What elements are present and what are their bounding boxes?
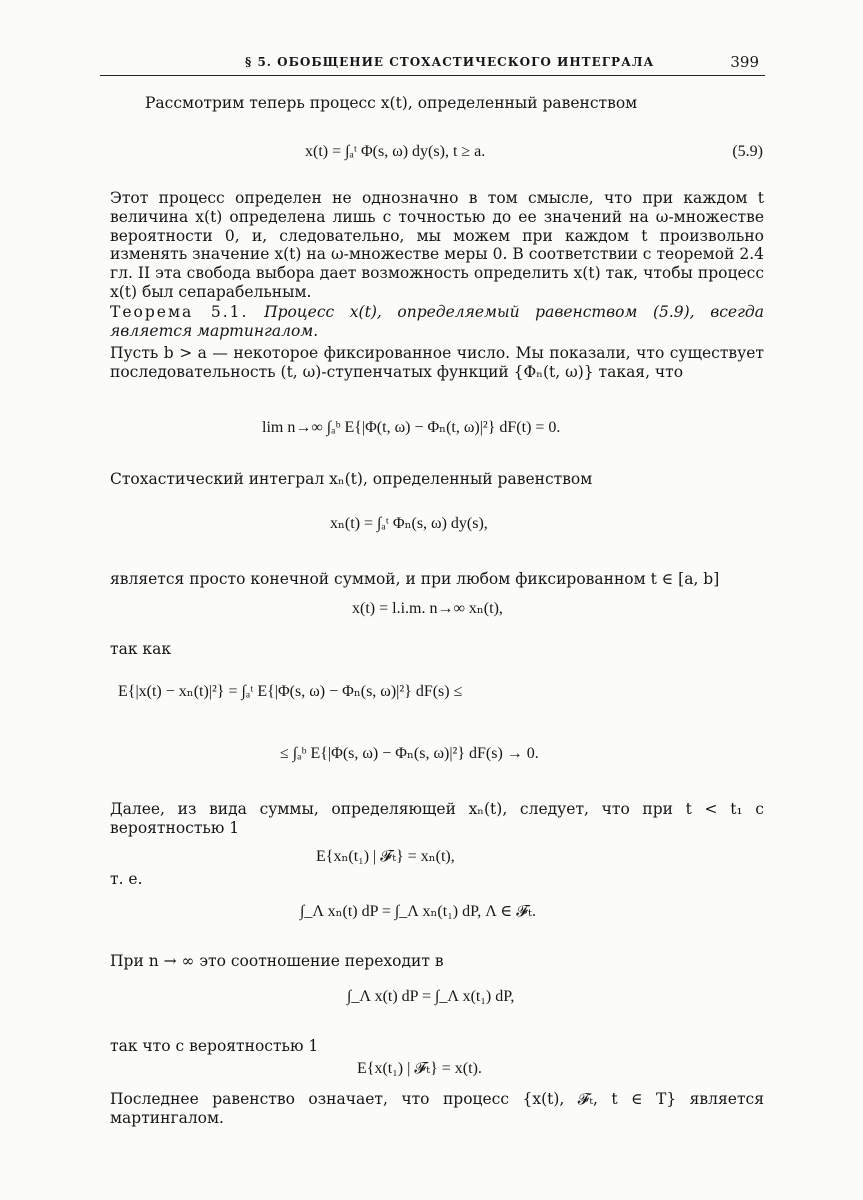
paragraph-limit-transition: При n → ∞ это соотношение переходит в (110, 952, 444, 970)
paragraph-with-probability: так что с вероятностью 1 (110, 1037, 319, 1055)
theorem-statement: Процесс x(t), определяемый равенством (5.9), всегда является мартингалом. (110, 303, 764, 340)
equation-integral: ∫_Λ x(t) dP = ∫_Λ x(t₁) dP, (347, 988, 515, 1005)
equation-conditional: E{x(t₁) | 𝓕ₜ} = x(t). (357, 1060, 482, 1077)
running-head-title: § 5. ОБОБЩЕНИЕ СТОХАСТИЧЕСКОГО ИНТЕГРАЛА (245, 55, 655, 69)
running-header (100, 55, 765, 76)
paragraph-further: Далее, из вида суммы, определяющей xₙ(t), следует, что при t < t₁ с вероятностью 1 (110, 800, 764, 837)
paragraph-intro: Рассмотрим теперь процесс x(t), определенный равенством (145, 94, 638, 112)
paragraph-proof-start: Пусть b > a — некоторое фиксированное число. Мы показали, что существует последовательность (t, ω)-ступенчатых функций {Φₙ(t, ω)} такая, что (110, 344, 764, 381)
paragraph-conclusion: Последнее равенство означает, что процесс {x(t), 𝓕ₜ, t ∈ T} является мартингалом. (110, 1090, 764, 1127)
equation-bound-line1: E{|x(t) − xₙ(t)|²} = ∫ₐᵗ E{|Φ(s, ω) − Φₙ(s, ω)|²} dF(s) ≤ (118, 683, 463, 700)
equation-lim-xn: x(t) = l.i.m. n→∞ xₙ(t), (352, 600, 503, 617)
equation-xn: xₙ(t) = ∫ₐᵗ Φₙ(s, ω) dy(s), (330, 515, 488, 532)
equation-bound-line2: ≤ ∫ₐᵇ E{|Φ(s, ω) − Φₙ(s, ω)|²} dF(s) → 0. (280, 745, 539, 762)
equation-conditional-n: E{xₙ(t₁) | 𝓕ₜ} = xₙ(t), (316, 848, 455, 865)
equation-limit: lim n→∞ ∫ₐᵇ E{|Φ(t, ω) − Φₙ(t, ω)|²} dF(t) = 0. (262, 419, 561, 436)
equation-number-5-9: (5.9) (732, 143, 763, 160)
equation-5-9: x(t) = ∫ₐᵗ Φ(s, ω) dy(s), t ≥ a. (305, 143, 486, 160)
theorem-label: Теорема 5.1. (110, 303, 249, 321)
equation-integral-n: ∫_Λ xₙ(t) dP = ∫_Λ xₙ(t₁) dP, Λ ∈ 𝓕ₜ. (300, 903, 537, 920)
theorem-5-1 (110, 303, 764, 341)
paragraph-finite-sum: является просто конечной суммой, и при любом фиксированном t ∈ [a, b] (110, 570, 720, 588)
paragraph-since: так как (110, 640, 172, 658)
paragraph-stochastic-integral: Стохастический интеграл xₙ(t), определенный равенством (110, 470, 593, 488)
paragraph-ie: т. е. (110, 870, 143, 888)
paragraph-definition: Этот процесс определен не однозначно в том смысле, что при каждом t величина x(t) определена лишь с точностью до ее значений на ω-множестве вероятности 0, и, следовательно, мы можем при каждом t произвольно изменять значение x(t) на ω-множестве меры 0. В соответствии с теоремой 2.4 гл. II эта свобода выбора дает возможность определить x(t) так, чтобы процесс x(t) был сепарабельным. (110, 189, 764, 301)
page-number: 399 (730, 53, 759, 71)
